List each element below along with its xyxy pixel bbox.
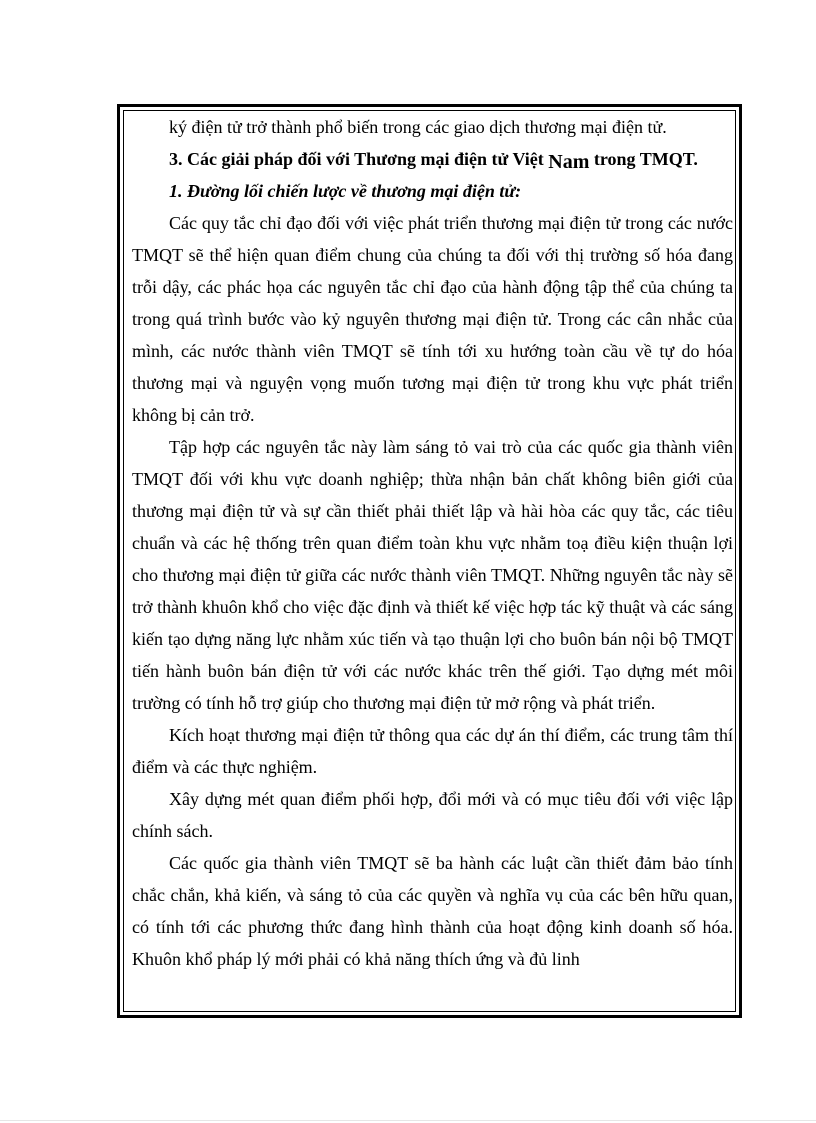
page-content [132, 111, 733, 975]
subheading: 1. Đường lối chiến lược về thương mại điện tử: [169, 181, 522, 201]
section-heading [132, 143, 733, 175]
section-heading-nam: Nam [548, 151, 590, 173]
page-bottom-edge [0, 1120, 816, 1121]
continuation-text: ký điện tử trở thành phổ biến trong các giao dịch thương mại điện tử. [169, 117, 667, 137]
paragraph: Kích hoạt thương mại điện tử thông qua các dự án thí điểm, các trung tâm thí điểm và các thực nghiệm. [132, 725, 733, 777]
paragraph: Các quốc gia thành viên TMQT sẽ ba hành các luật cần thiết đảm bảo tính chắc chắn, khả kiến, và sáng tỏ của các quyền và nghĩa vụ của các bên hữu quan, có tính tới các phương thức đang hình thành của hoạt động kinh doanh số hóa. Khuôn khổ pháp lý mới phải có khả năng thích ứng và đủ linh [132, 853, 733, 969]
paragraph: Các quy tắc chỉ đạo đối với việc phát triển thương mại điện tử trong các nước TMQT sẽ thể hiện quan điểm chung của chúng ta đối với thị trường số hóa đang trỗi dậy, các phác họa các nguyên tắc chỉ đạo của hành động tập thể của chúng ta trong quá trình bước vào kỷ nguyên thương mại điện tử. Trong các cân nhắc của mình, các nước thành viên TMQT sẽ tính tới xu hướng toàn cầu về tự do hóa thương mại và nguyện vọng muốn tương mại điện tử trong khu vực phát triển không bị cản trở. [132, 213, 733, 425]
page-border [117, 104, 742, 1018]
paragraph: Tập hợp các nguyên tắc này làm sáng tỏ vai trò của các quốc gia thành viên TMQT đối với khu vực doanh nghiệp; thừa nhận bản chất không biên giới của thương mại điện tử và sự cần thiết phải thiết lập và hài hòa các quy tắc, các tiêu chuẩn và các hệ thống trên quan điểm toàn khu vực nhằm toạ điều kiện thuận lợi cho thương mại điện tử giữa các nước thành viên TMQT. Những nguyên tắc này sẽ trở thành khuôn khổ cho việc đặc định và thiết kế việc hợp tác kỹ thuật và các sáng kiến tạo dựng năng lực nhằm xúc tiến và tạo thuận lợi cho buôn bán nội bộ TMQT tiến hành buôn bán điện tử với các nước khác trên thế giới. Tạo dựng mét môi trường có tính hỗ trợ giúp cho thương mại điện tử mở rộng và phát triển. [132, 437, 733, 713]
section-heading-suffix: trong TMQT. [589, 149, 698, 169]
paragraph: Xây dựng mét quan điểm phối hợp, đổi mới và có mục tiêu đối với việc lập chính sách. [132, 789, 733, 841]
section-heading-prefix: 3. Các giải pháp đối với Thương mại điện tử Việt [169, 149, 549, 169]
